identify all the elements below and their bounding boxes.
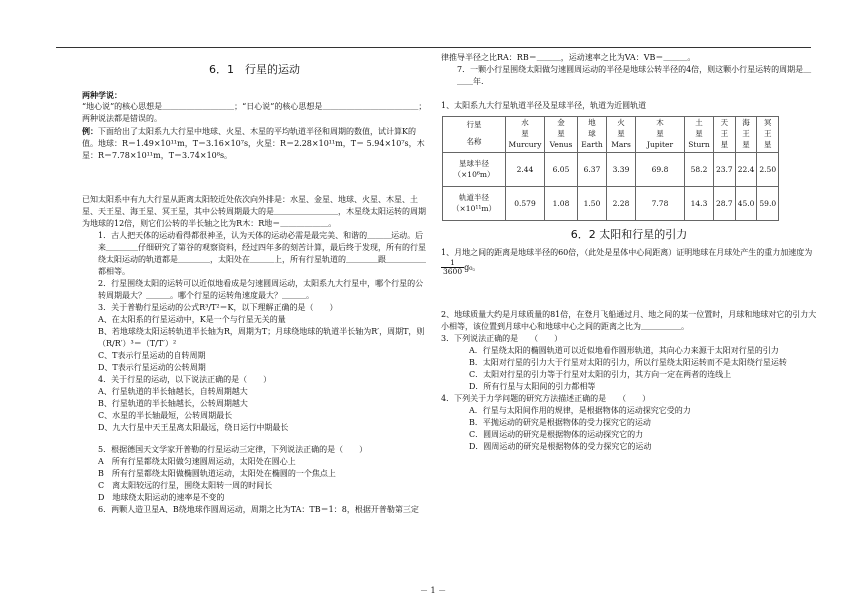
problem-3-option-d: D．所有行星与太阳间的引力都相等 [469,381,596,391]
problem-3-option-a: A．行星绕太阳的椭圆轨道可以近似地看作圆形轨道，其向心力来源于太阳对行星的引力 [469,345,779,355]
table-cell: 6.37 [578,152,607,186]
table-cell: 3.39 [607,152,636,186]
problem-4-option-d: D．圆周运动的研究是根据物体的受力探究它的运动 [469,441,652,451]
table-cell: 2.50 [757,152,779,186]
question-4-option-d: D、九大行星中天王星离太阳最远，绕日运行中期最长 [98,422,289,432]
right-column [441,52,817,453]
table-cell: 14.3 [685,186,714,220]
question-4: 4．关于行星的运动，以下说法正确的是（ ） [98,374,272,384]
question-1: 1．古人把天体的运动看得都很神圣，认为天体的运动必需是最完美、和谐的＿＿＿运动。后来＿＿＿＿仔细研究了第谷的观察资料，经过四年多的刻苦计算，最后终于发现，所有的行星绕太阳运动的轨道都是＿＿＿＿，太阳处在＿＿＿上，所有行星轨道的＿＿＿＿跟＿＿＿＿＿都相等。 [98,230,426,276]
question-4-option-a: A、行星轨道的半长轴越长，自转周期越大 [98,386,248,396]
problem-2: 2、地球质量大约是月球质量的81倍，在登月飞船通过月、地之间的某一位置时，月球和地球对它的引力大小相等，该位置到月球中心和地球中心之间的距离之比为＿＿＿＿＿。 [441,309,817,331]
table-cell: 2.44 [506,152,545,186]
question-6: 6．两颗人造卫星A、B绕地球作圆周运动，周期之比为TA：TB＝1：8，根据开普勒第三定 [98,504,419,514]
table-cell: 45.0 [735,186,757,220]
example-label: 例： [82,125,98,136]
example-text: 下面给出了太阳系九大行星中地球、火星、木星的平均轨道半径和周期的数值，试计算K的值。地球：R＝1.49×10¹¹m，T＝3.16×10⁷s，火星：R＝2.28×10¹¹m，T＝ 5.94×10⁷s，木星：R＝7.78×10¹¹m，T＝3.74×10⁸s。 [82,126,425,160]
section-title-6-2: 6．2 太阳和行星的引力 [570,227,688,241]
table-cell: 1.50 [578,186,607,220]
table-cell: 0.579 [506,186,545,220]
question-5: 5．根据德国天文学家开普勒的行星运动三定律，下列说法正确的是（ ） [98,444,368,454]
table-caption: 1、太阳系九大行星轨道半径及星球半径，轨道为近圆轨道 [441,101,647,110]
problem-4-option-c: C．圆周运动的研究是根据物体的运动探究它的力 [469,429,644,439]
planet-header-cell: 土 星 Sturn [685,117,714,153]
fraction-denominator: 3600 [443,267,463,277]
question-3-option-a: A、在太阳系的行星运动中，K是一个与行星无关的量 [98,314,286,324]
theories-heading: 两种学说： [82,89,122,100]
table-cell: 7.78 [636,186,685,220]
planet-table [442,116,779,221]
planet-table-row-radius [443,152,779,186]
row-label-cell: 轨道半径 （×10¹¹m） [443,186,506,220]
planet-header-cell: 水 星 Murcury [506,117,545,153]
table-cell: 28.7 [714,186,736,220]
page-number: － 1 － [420,586,447,595]
planet-header-cell: 冥 王 星 [757,117,779,153]
problem-1-text: 1、月地之间的距离是地球半径的60倍，（此处是星体中心间距离）证明地球在月球处产生的重力加速度为 [441,248,813,258]
theories-text: “地心说”的核心思想是＿＿＿＿＿＿＿＿＿；“日心说”的核心思想是＿＿＿＿＿＿＿＿＿＿＿＿；两种说法都是错误的。 [82,101,427,123]
planet-table-row-orbit [443,186,779,220]
question-5-option-a: A 所有行星都绕太阳做匀速圆周运动，太阳处在圆心上 [98,456,296,466]
table-cell: 59.0 [757,186,779,220]
table-cell: 69.8 [636,152,685,186]
table-cell: 6.05 [545,152,578,186]
planet-table-header-row [443,117,779,153]
problem-1 [441,247,817,277]
problem-3-option-b: B．太阳对行星的引力大于行星对太阳的引力，所以行星绕太阳运转而不是太阳绕行星运转 [469,357,787,367]
known-text: 已知太阳系中有九大行星从距离太阳较近处依次向外排是：水星、金星、地球、火星、木星、土星、天王星、海王星、冥王星，其中公转周期最大的是＿＿＿＿＿＿＿＿，木星绕太阳运转的周期为地球的12倍，则它们公转的半长轴之比为R木：R地＝＿＿＿＿＿＿。 [82,194,426,228]
table-cell: 58.2 [685,152,714,186]
header-label-line: 行星 [466,120,482,130]
question-4-option-c: C、水星的半长轴最短，公转周期最长 [98,410,233,420]
fraction-numerator: 1 [441,259,464,268]
question-7: 7．一颗小行星围绕太阳做匀速圆周运动的半径是地球公转半径的4倍，则这颗小行星运转的周期是＿＿＿年. [457,65,812,86]
header-rule [56,47,811,48]
question-3-option-b: B、若地球绕太阳运转轨道半长轴为R，周期为T；月球绕地球的轨道半长轴为R′，周期T，则（R/R′）³＝（T/T′）² [98,326,425,348]
planet-header-cell: 火 星 Mars [607,117,636,153]
question-3-option-c: C、T表示行星运动的自转周期 [98,350,206,360]
problem-4: 4．下列关于力学问题的研究方法描述正确的是 （ ） [441,393,651,403]
header-label-cell [443,117,506,153]
planet-header-cell: 天 王 星 [714,117,736,153]
table-cell: 23.7 [714,152,736,186]
question-3: 3．关于普勒行星运动的公式R³/T²＝K，以下理解正确的是（ ） [98,302,338,312]
question-5-option-c: C 离太阳较远的行星，围绕太阳转一周的时间长 [98,480,273,490]
planet-header-cell: 地 球 Earth [578,117,607,153]
planet-header-cell: 海 王 星 [735,117,757,153]
fraction [441,259,464,277]
question-2: 2．行星围绕太阳的运转可以近似地看成是匀速圆周运动，太阳系九大行星中，哪个行星的公转周期最大？＿＿＿。哪个行星的运转角速度最大？＿＿＿。 [98,278,424,300]
question-5-option-d: D 地球绕太阳运动的速率是不变的 [98,492,225,502]
problem-3: 3．下列说法正确的是 （ ） [441,333,563,343]
section-title-6-1: 6．1 行星的运动 [209,63,300,76]
question-4-option-b: B、行星轨道的半长轴越长，公转周期越大 [98,398,248,408]
planet-header-cell: 金 星 Venus [545,117,578,153]
planet-header-cell: 木 星 Jupiter [636,117,685,153]
problem-4-option-b: B．平抛运动的研究是根据物体的受力探究它的运动 [469,417,651,427]
row-label-cell: 星球半径 （×10⁶m） [443,152,506,186]
table-cell: 1.08 [545,186,578,220]
question-6-continued: 律推导半径之比RA：RB＝＿＿＿，运动速率之比为VA：VB＝＿＿＿。 [441,53,696,62]
problem-4-option-a: A．行星与太阳间作用的规律，是根据物体的运动探究它受的力 [469,405,691,415]
header-label-line: 名称 [466,137,482,147]
table-cell: 2.28 [607,186,636,220]
problem-1-tail: g₀。 [464,262,481,272]
question-5-option-b: B 所有行星都绕太阳做椭圆轨道运动，太阳处在椭圆的一个焦点上 [98,468,336,478]
problem-3-option-c: C．太阳对行星的引力等于行星对太阳的引力，其方向一定在两者的连线上 [469,369,732,379]
question-3-option-d: D、T表示行星运动的公转周期 [98,362,206,372]
left-column [82,52,427,516]
table-cell: 22.4 [735,152,757,186]
